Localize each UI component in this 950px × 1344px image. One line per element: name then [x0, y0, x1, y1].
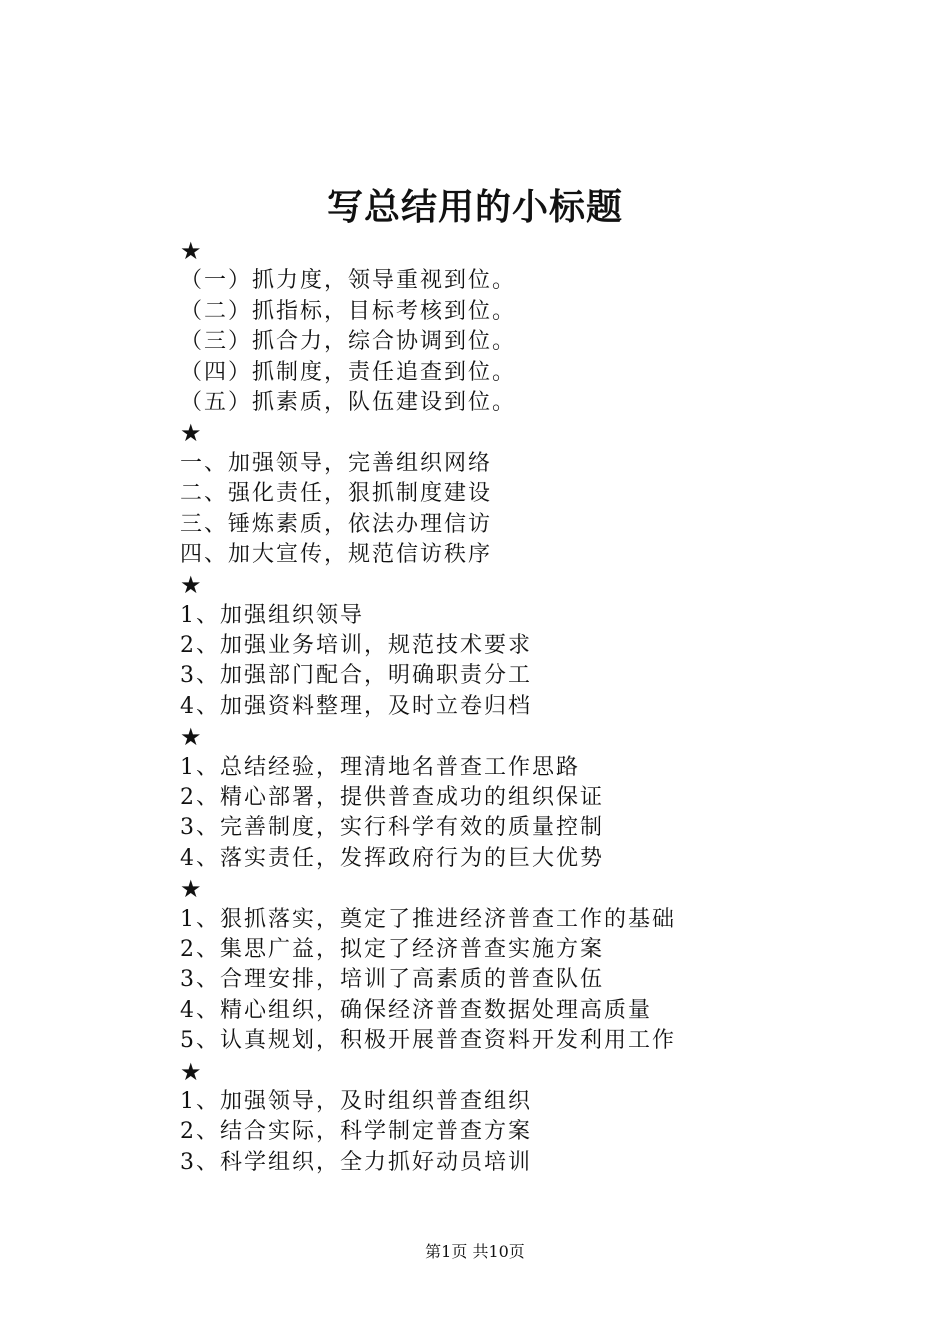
star-icon: ★	[180, 723, 202, 752]
star-icon: ★	[180, 419, 202, 448]
list-item: （四）抓制度，责任追查到位。	[180, 359, 517, 385]
document-body	[180, 236, 880, 1178]
list-item: 四、加大宣传，规范信访秩序	[180, 541, 493, 567]
section-group	[180, 874, 880, 1056]
list-item: 2、精心部署，提供普查成功的组织保证	[180, 785, 604, 811]
list-item: （一）抓力度，领导重视到位。	[180, 268, 517, 294]
star-icon: ★	[180, 875, 202, 904]
list-item: 2、结合实际，科学制定普查方案	[180, 1119, 532, 1145]
star-icon: ★	[180, 237, 202, 265]
list-item: 3、完善制度，实行科学有效的质量控制	[180, 815, 604, 841]
list-item: 4、加强资料整理，及时立卷归档	[180, 693, 532, 719]
list-item: 4、精心组织，确保经济普查数据处理高质量	[180, 997, 652, 1023]
list-item: （二）抓指标，目标考核到位。	[180, 298, 517, 324]
list-item: 4、落实责任，发挥政府行为的巨大优势	[180, 845, 604, 871]
section-group	[180, 570, 880, 722]
list-item: 3、科学组织，全力抓好动员培训	[180, 1149, 532, 1175]
list-item: 1、加强组织领导	[180, 602, 364, 628]
page-footer: 第1页 共10页	[425, 1242, 525, 1261]
list-item: 1、狠抓落实，奠定了推进经济普查工作的基础	[180, 906, 676, 932]
list-item: 1、总结经验，理清地名普查工作思路	[180, 754, 580, 780]
list-item: 二、强化责任，狠抓制度建设	[180, 481, 493, 507]
list-item: 5、认真规划，积极开展普查资料开发利用工作	[180, 1028, 676, 1054]
list-item: 3、加强部门配合，明确职责分工	[180, 663, 532, 689]
list-item: 三、锤炼素质，依法办理信访	[180, 511, 493, 537]
section-group	[180, 1057, 880, 1179]
section-group	[180, 236, 880, 418]
star-icon: ★	[180, 1057, 202, 1086]
star-icon: ★	[180, 571, 202, 600]
list-item: 2、集思广益，拟定了经济普查实施方案	[180, 936, 604, 962]
section-group	[180, 722, 880, 874]
list-item: （五）抓素质，队伍建设到位。	[180, 389, 517, 415]
list-item: 一、加强领导，完善组织网络	[180, 450, 493, 476]
list-item: 3、合理安排，培训了高素质的普查队伍	[180, 967, 604, 993]
document-title: 写总结用的小标题	[326, 186, 623, 228]
list-item: （三）抓合力，综合协调到位。	[180, 329, 517, 355]
list-item: 2、加强业务培训，规范技术要求	[180, 633, 532, 659]
list-item: 1、加强领导，及时组织普查组织	[180, 1088, 532, 1114]
section-group	[180, 418, 880, 570]
